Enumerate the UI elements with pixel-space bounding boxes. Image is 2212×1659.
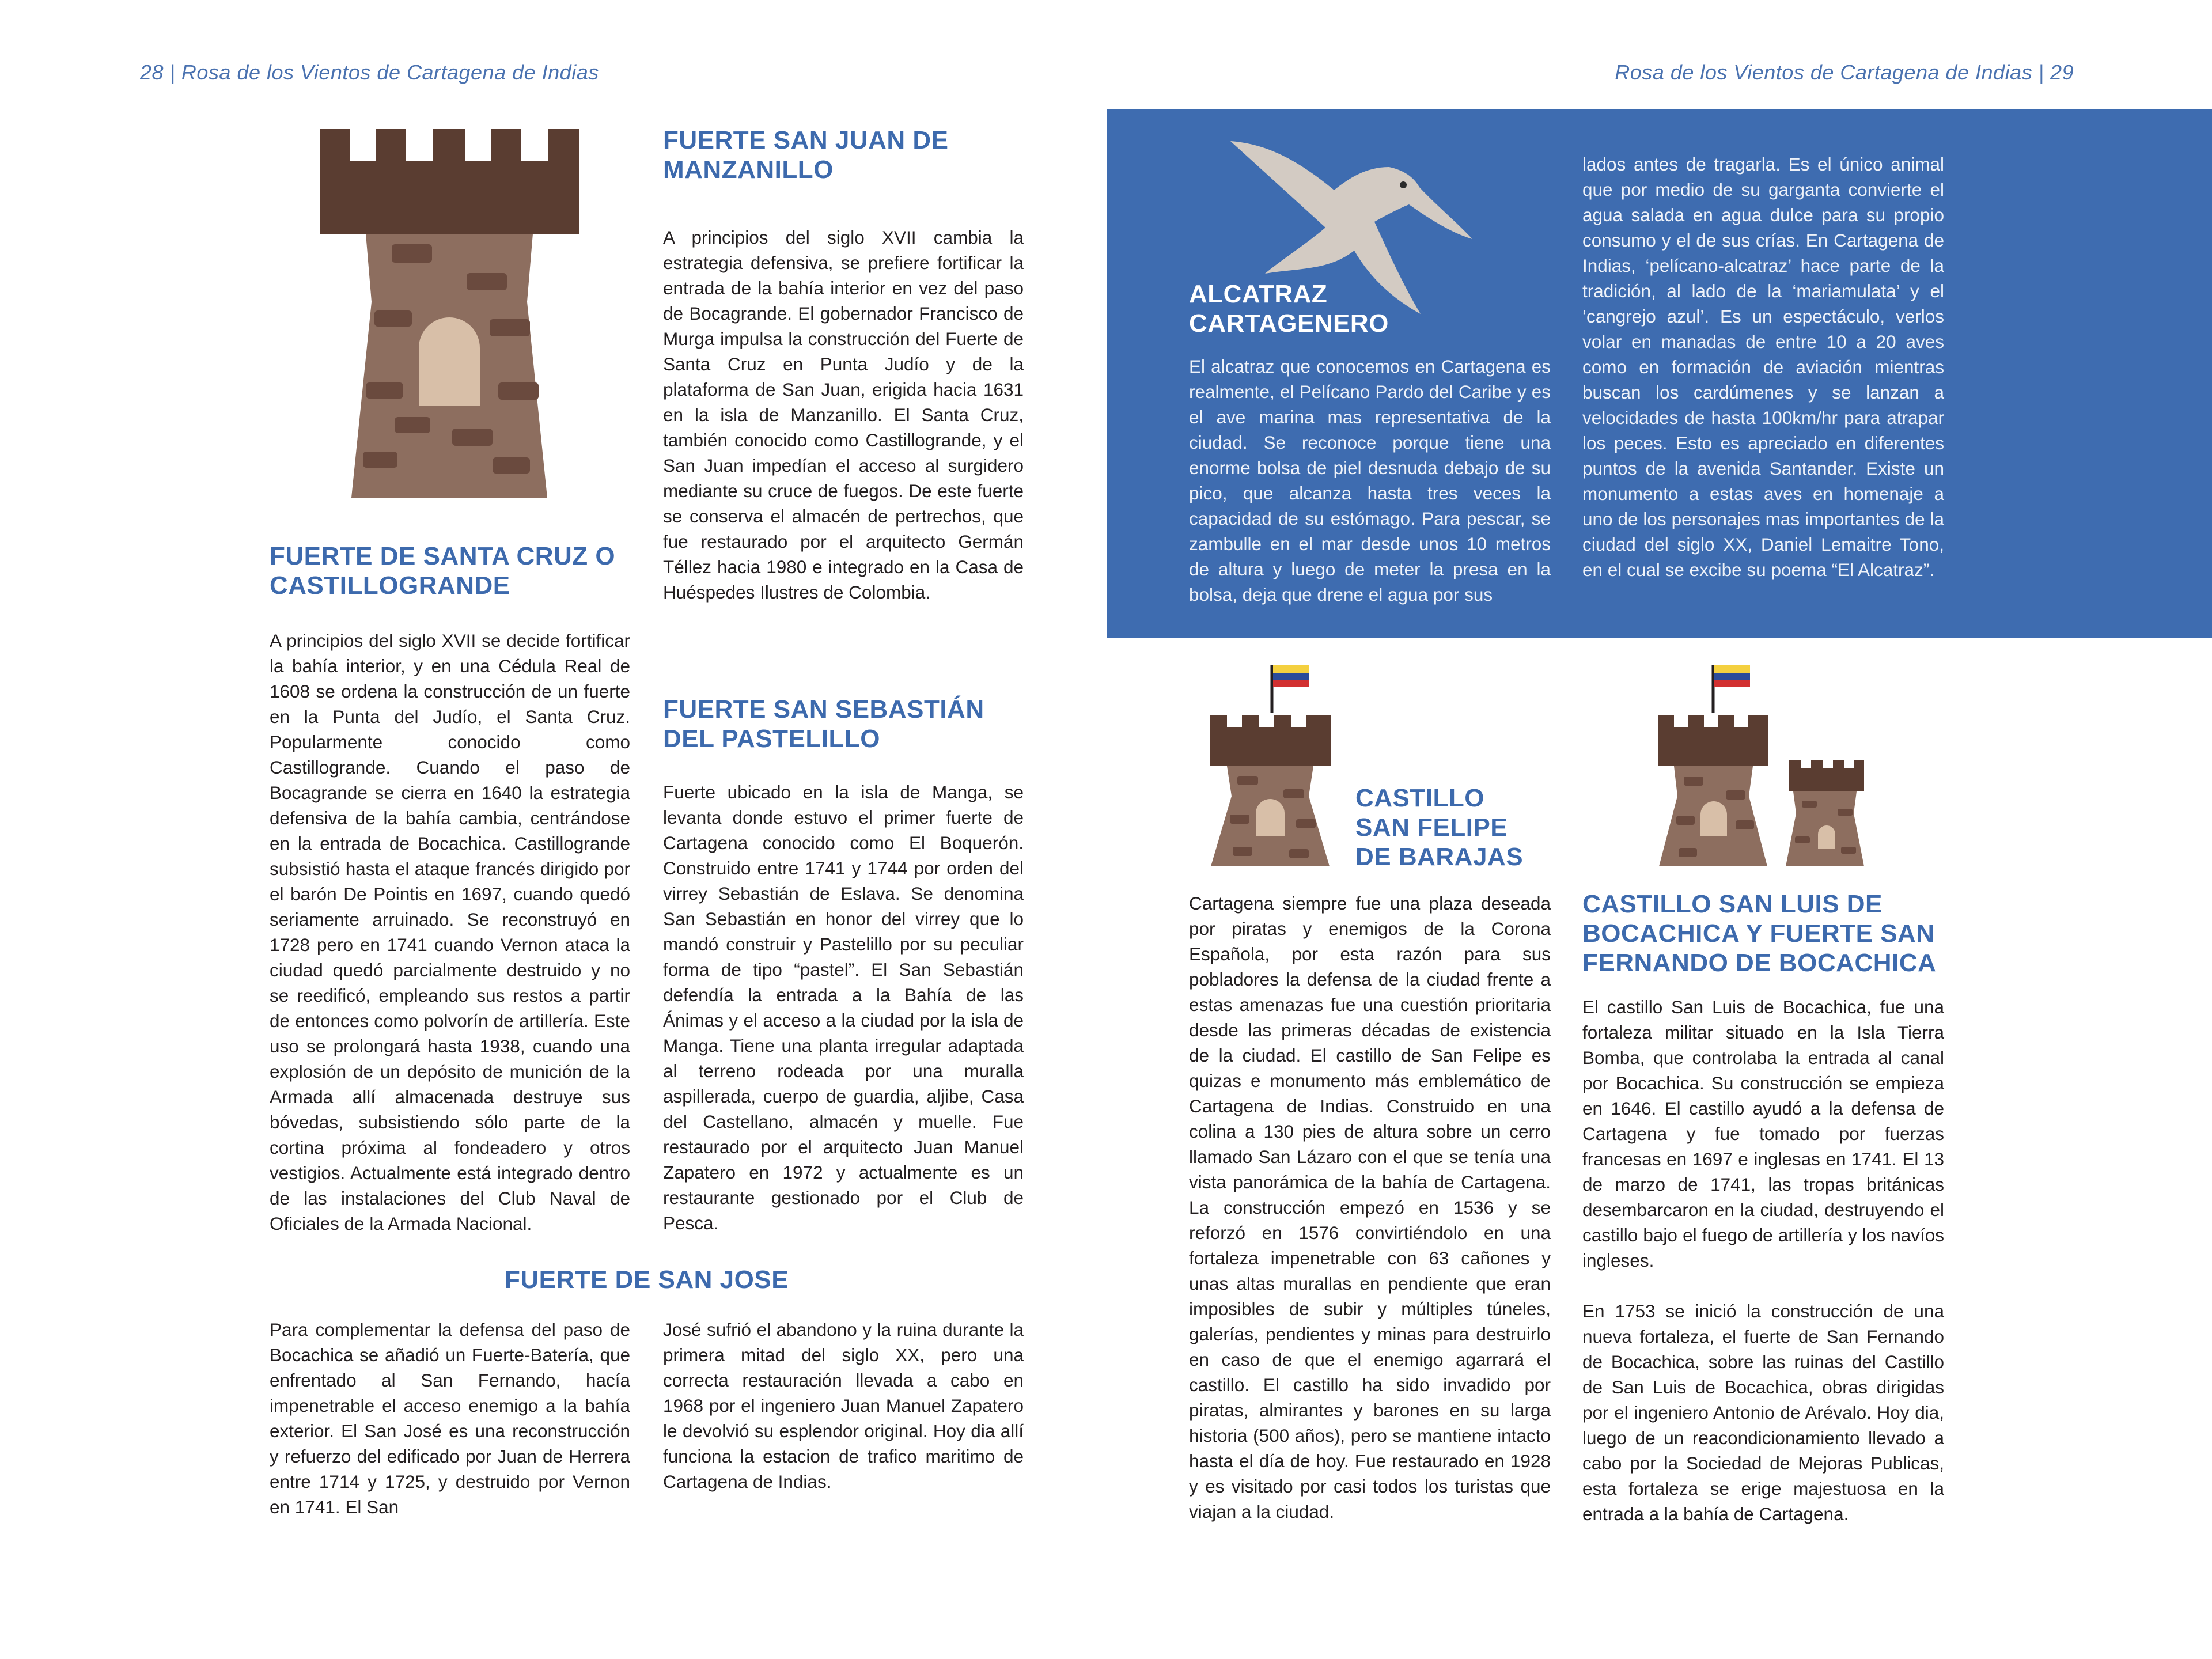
body-san-luis-p1: El castillo San Luis de Bocachica, fue una fortaleza militar situado en la Isla Tierra Bomba, que controlaba la entrada al canal por Bocachica. Su construcción se empieza en 1646. El castillo ayudó a la defensa de Cartagena y fue tomado por fuerzas francesas en 1697 e inglesas en 1741. El 13 de marzo de 1741, las tropas británicas desembarcaron en la ciudad, destruyendo el castillo bajo el fuego de artillería y los navíos ingleses. — [1582, 997, 1944, 1271]
body-san-sebastian: Fuerte ubicado en la isla de Manga, se levanta donde estuvo el primer fuerte de Cartagena conocido como El Boquerón. Construido entre 1741 y 1744 por orden del virrey Sebastián de Eslava. Se denomina San Sebastián en honor del virrey que lo mandó construir y Pastelillo por su peculiar forma de tipo “pastel”. El San Sebastián defendía la entrada a la Bahía de las Ánimas y el acceso a la ciudad por la isla de Manga. Tiene una planta irregular adaptada al terreno rodeada por una muralla aspillerada, cuerpo de guardia, aljibe, Casa del Castellano, almacén y muelle. Fue restaurado por el arquitecto Juan Manuel Zapatero en 1972 y actualmente es un restaurante gestionado por el Club de Pesca. — [663, 782, 1024, 1233]
body-alcatraz-col2: lados antes de tragarla. Es el único animal que por medio de su garganta convierte el agua salada en agua dulce para su propio consumo y el de sus crías. En Cartagena de Indias, ‘pelícano-alcatraz’ hace parte de la tradición, al lado de la ‘mariamulata’ y el ‘cangrejo azul’. Es un espectáculo, verlos volar en manadas de entre 10 a 20 aves como en formación de aviación mientras buscan los cardúmenes y se lanzan a velocidades de hasta 100km/hr para atrapar los peces. Esto es apreciado en diferentes puntos de la avenida Santander. Existe un monumento a estas aves en homenaje a uno de los personajes mas importantes de la ciudad del siglo XX, Daniel Lemaitre Tono, en el cual se excibe su poema “El Alcatraz”. — [1582, 154, 1944, 580]
body-san-felipe: Cartagena siempre fue una plaza deseada por piratas y enemigos de la Corona Española, por esta razón para sus pobladores la defensa de la ciudad frente a estas amenazas fue una cuestión prioritaria desde las primeras décadas de existencia de la ciudad. El castillo de San Felipe es quizas e monumento más emblemático de Cartagena de Indias. Construido en una colina a 130 pies de altura sobre un cerro llamado San Lázaro con el que se tenía una vista panorámica de la bahía de Cartagena. La construcción empezó en 1536 y se reforzó en 1576 convirtiéndolo en una fortaleza impenetrable con 63 cañones y unas altas murallas en pendiente que eran imposibles de subir y múltiples túneles, galerías, pendientes y minas para destruirlo en caso de que el enemigo agarrará el castillo. El castillo ha sido invadido por piratas, almirantes y barones en su larga historia (500 años), pero se mantiene intacto hasta el día de hoy. Fue restaurado en 1928 y es visitado por casi todos los turistas que viajan a la ciudad. — [1189, 893, 1551, 1522]
title-san-felipe-line1: CASTILLO — [1355, 784, 1484, 812]
title-san-felipe-line2: SAN FELIPE — [1355, 813, 1508, 842]
body-san-juan: A principios del siglo XVII cambia la estrategia defensiva, se prefiere fortificar la entrada de la bahía interior en vez del paso de Bocagrande. El gobernador Francisco de Murga impulsa la construcción del Fuerte de Santa Cruz en Punta Judío y de la plataforma de San Juan, erigida hacia 1631 en la isla de Manzanillo. El Santa Cruz, también conocido como Castillogrande, y el San Juan impedían el acceso al surgidero mediante su cruce de fuegos. De este fuerte se conserva el almacén de pertrechos, que fue restaurado por el arquitecto Germán Téllez hacia 1980 e integrado en la Casa de Huéspedes Ilustres de Colombia. — [663, 227, 1024, 603]
title-san-luis: CASTILLO SAN LUIS DE BOCACHICA Y FUERTE SAN FERNANDO DE BOCACHICA — [1582, 890, 1937, 977]
title-santa-cruz: FUERTE DE SANTA CRUZ O CASTILLOGRANDE — [270, 542, 616, 600]
title-san-felipe-line3: DE BARAJAS — [1355, 843, 1524, 871]
castle-tower-icon — [320, 129, 579, 498]
twin-towers-icon — [1658, 664, 1865, 866]
title-san-juan: FUERTE SAN JUAN DE MANZANILLO — [663, 126, 949, 184]
body-san-jose-col2: José sufrió el abandono y la ruina durante la primera mitad del siglo XX, pero una correcta restauración llevada a cabo en 1968 por el ingeniero Juan Manuel Zapatero le devolvió su esplendor original. Hoy dia allí funciona la estacion de trafico maritimo de Cartagena de Indias. — [663, 1319, 1024, 1492]
body-san-jose-col1: Para complementar la defensa del paso de Bocachica se añadió un Fuerte-Batería, que enfrentado al San Fernando, hacía impenetrable el acceso enemigo a la bahía exterior. El San José es una reconstrucción y refuerzo del edificado por Juan de Herrera entre 1714 y 1725, y destruido por Vernon en 1741. El San — [270, 1319, 630, 1517]
title-san-felipe — [1355, 783, 1546, 872]
title-san-jose: FUERTE DE SAN JOSE — [504, 1266, 789, 1294]
body-santa-cruz: A principios del siglo XVII se decide fortificar la bahía interior, y en una Cédula Real de 1608 se ordena la construcción de un fuerte en la Punta del Judío, el Santa Cruz. Popularmente conocido como Castillogrande. Cuando el paso de Bocagrande se cierra en 1640 la estrategia defensiva de la bahía cambia, centrándose en la entrada de Bocachica. Castillogrande subsistió hasta el ataque francés dirigido por el barón De Pointis en 1697, cuando quedó seriamente arruinado. Se reconstruyó en 1728 pero en 1741 cuando Vernon ataca la ciudad quedó parcialmente destruido y no se reedificó, empleando sus restos a partir de entonces como polvorín de artillería. Este uso se prolongará hasta 1938, cuando una explosión de un depósito de munición de la Armada allí almacenada destruye sus bóvedas, subsistiendo sólo parte de la cortina próxima al fondeadero y otros vestigios. Actualmente está integrado dentro de las instalaciones del Club Naval de Oficiales de la Armada Nacional. — [270, 630, 630, 1234]
body-alcatraz-col1: El alcatraz que conocemos en Cartagena es realmente, el Pelícano Pardo del Caribe y es el ave marina mas representativa de la ciudad. Se reconoce porque tiene una enorme bolsa de piel desnuda debajo de su pico, que alcanza hasta tres veces la capacidad de su estómago. Para pescar, se zambulle en el mar desde unos 10 metros de altura y luego de meter la presa en la bolsa, deja que drene el agua por sus — [1189, 356, 1551, 605]
flagged-tower-icon — [1210, 664, 1331, 866]
left-running-head: 28 | Rosa de los Vientos de Cartagena de Indias — [140, 60, 599, 84]
right-running-head: Rosa de los Vientos de Cartagena de Indias | 29 — [1615, 60, 2074, 84]
title-alcatraz: ALCATRAZ CARTAGENERO — [1189, 280, 1389, 338]
title-san-sebastian: FUERTE SAN SEBASTIÁN DEL PASTELILLO — [663, 695, 984, 753]
body-san-luis-p2: En 1753 se inició la construcción de una nueva fortaleza, el fuerte de San Fernando de Bocachica, sobre las ruinas del Castillo de San Luis de Bocachica, obras dirigidas por el ingeniero Antonio de Arévalo. Hoy dia, luego de un reacondicionamiento llevado a cabo por la Sociedad de Mejoras Publicas, esta fortaleza se erige majestuosa en la entrada a la bahía de Cartagena. — [1582, 1301, 1944, 1524]
